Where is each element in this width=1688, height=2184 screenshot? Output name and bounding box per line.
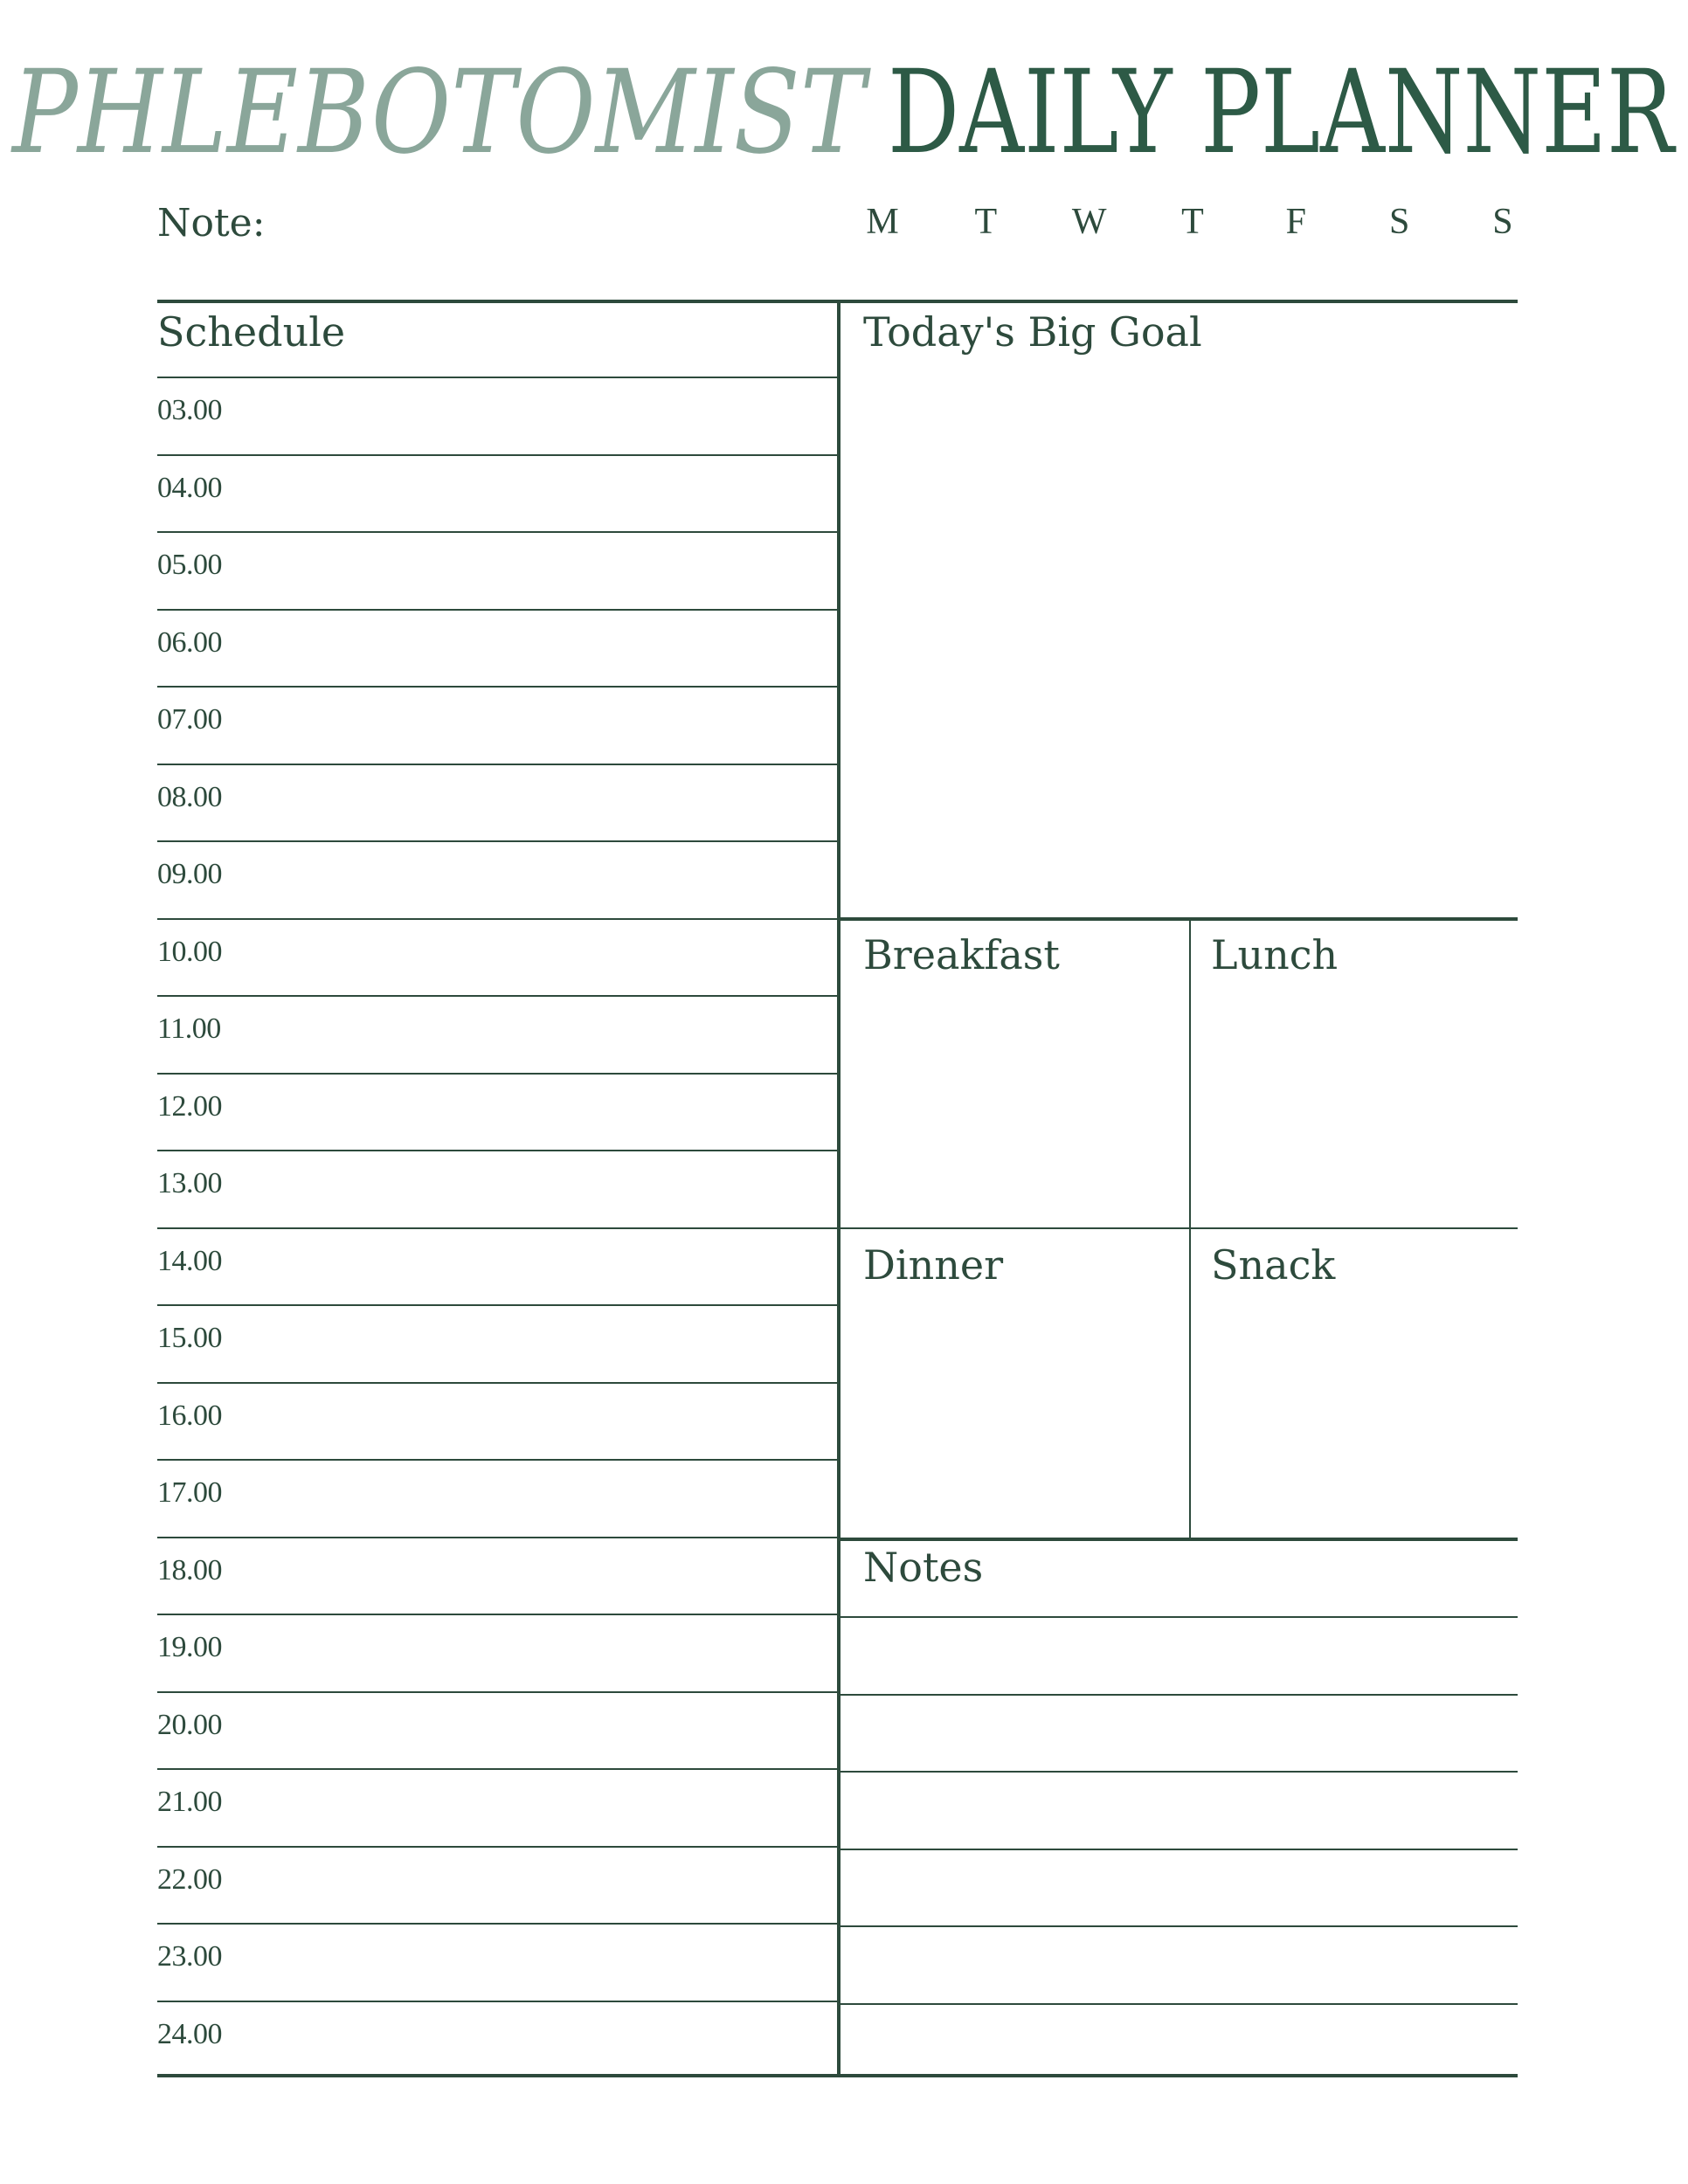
day-wednesday[interactable]: W	[1071, 202, 1107, 242]
schedule-row-rule	[157, 1459, 837, 1461]
notes-line[interactable]	[839, 1694, 1518, 1696]
meals-top-rule	[839, 917, 1518, 921]
day-monday[interactable]: M	[866, 202, 899, 242]
schedule-row-rule	[157, 1150, 837, 1151]
schedule-row-rule	[157, 1691, 837, 1693]
weekday-row	[856, 201, 1529, 243]
day-thursday[interactable]: T	[1181, 202, 1204, 242]
schedule-time[interactable]: 17.00	[157, 1476, 222, 1509]
notes-top-rule	[839, 1538, 1518, 1541]
schedule-time[interactable]: 09.00	[157, 858, 222, 890]
notes-line[interactable]	[839, 1849, 1518, 1850]
schedule-row-rule	[157, 686, 837, 688]
big-goal-heading: Today's Big Goal	[863, 308, 1202, 356]
bottom-rule	[157, 2074, 1518, 2077]
day-sunday[interactable]: S	[1492, 202, 1513, 242]
schedule-time[interactable]: 21.00	[157, 1786, 222, 1818]
notes-heading: Notes	[863, 1544, 984, 1591]
schedule-time[interactable]: 23.00	[157, 1940, 222, 1973]
schedule-time[interactable]: 11.00	[157, 1013, 221, 1045]
schedule-time[interactable]: 08.00	[157, 780, 222, 813]
schedule-time[interactable]: 14.00	[157, 1244, 222, 1277]
day-friday[interactable]: F	[1285, 202, 1306, 242]
schedule-time[interactable]: 03.00	[157, 394, 222, 426]
schedule-time[interactable]: 04.00	[157, 471, 222, 504]
schedule-row-rule	[157, 1227, 837, 1229]
snack-heading: Snack	[1211, 1241, 1336, 1289]
schedule-row-rule	[157, 1923, 837, 1925]
meals-divider	[1189, 919, 1191, 1539]
schedule-row-rule	[157, 377, 837, 378]
schedule-time[interactable]: 12.00	[157, 1089, 222, 1123]
title-part-daily-planner: DAILY PLANNER	[888, 45, 1677, 180]
schedule-time[interactable]: 22.00	[157, 1863, 222, 1896]
schedule-row-rule	[157, 995, 837, 997]
breakfast-heading: Breakfast	[863, 931, 1060, 978]
schedule-time[interactable]: 16.00	[157, 1399, 222, 1432]
schedule-row-rule	[157, 918, 837, 920]
schedule-row-rule	[157, 609, 837, 611]
schedule-row-rule	[157, 1382, 837, 1384]
schedule-time[interactable]: 20.00	[157, 1708, 222, 1741]
schedule-row-rule	[157, 454, 837, 456]
schedule-heading: Schedule	[157, 308, 346, 356]
meals-middle-rule	[839, 1227, 1518, 1229]
notes-line[interactable]	[839, 1925, 1518, 1927]
schedule-row-rule	[157, 1846, 837, 1848]
schedule-time[interactable]: 05.00	[157, 549, 222, 581]
schedule-time[interactable]: 24.00	[157, 2017, 222, 2050]
note-label: Note:	[157, 201, 266, 245]
schedule-row-rule	[157, 2001, 837, 2002]
day-tuesday[interactable]: T	[974, 202, 998, 242]
day-saturday[interactable]: S	[1388, 202, 1410, 242]
schedule-row-rule	[157, 1614, 837, 1615]
schedule-row-rule	[157, 1073, 837, 1075]
planner-title	[0, 19, 1688, 185]
notes-line[interactable]	[839, 1771, 1518, 1773]
dinner-heading: Dinner	[863, 1241, 1004, 1289]
schedule-time[interactable]: 13.00	[157, 1167, 222, 1199]
schedule-row-rule	[157, 531, 837, 533]
schedule-row-rule	[157, 1304, 837, 1306]
schedule-row-rule	[157, 764, 837, 765]
schedule-row-rule	[157, 840, 837, 842]
notes-line[interactable]	[839, 2003, 1518, 2005]
schedule-time[interactable]: 19.00	[157, 1631, 222, 1663]
schedule-row-rule	[157, 1537, 837, 1538]
big-goal-area[interactable]	[841, 370, 1518, 916]
schedule-time[interactable]: 07.00	[157, 703, 222, 736]
title-part-phlebotomist: PHLEBOTOMIST	[10, 45, 872, 180]
notes-line[interactable]	[839, 1616, 1518, 1618]
schedule-time[interactable]: 18.00	[157, 1553, 222, 1586]
schedule-time[interactable]: 15.00	[157, 1322, 222, 1354]
schedule-time[interactable]: 06.00	[157, 625, 222, 659]
schedule-time[interactable]: 10.00	[157, 935, 222, 968]
planner-grid	[157, 300, 1518, 2077]
lunch-heading: Lunch	[1211, 931, 1339, 978]
schedule-row-rule	[157, 1768, 837, 1770]
